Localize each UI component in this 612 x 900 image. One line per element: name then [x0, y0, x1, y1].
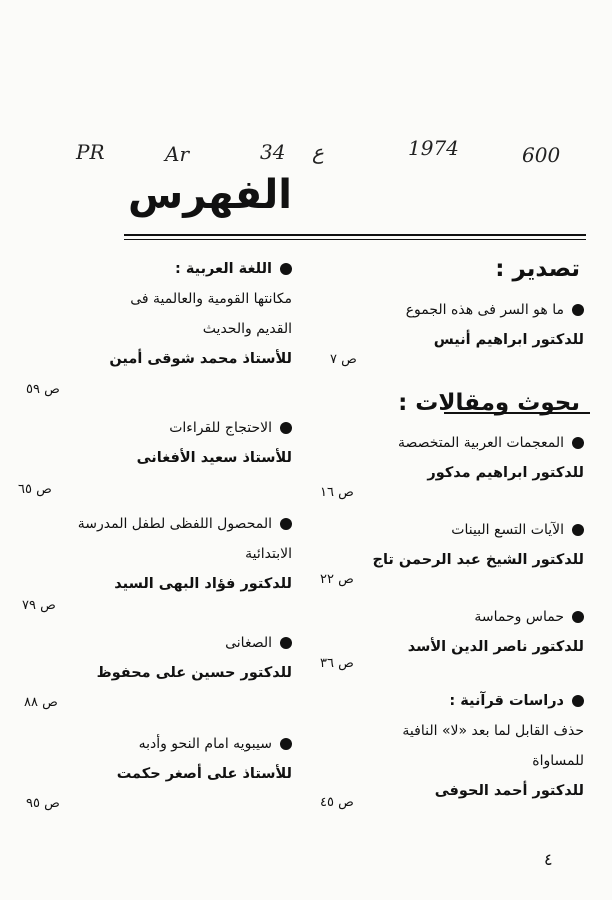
entry-subtitle: للمساواة: [532, 753, 584, 769]
entry-title: حماس وحماسة: [474, 609, 564, 625]
handwritten-mark: PR: [76, 140, 105, 164]
entry-author: للدكتور ناصر الدين الأسد: [407, 639, 584, 655]
bullet-icon: [572, 437, 584, 449]
toc-entry[interactable]: [22, 509, 292, 599]
entry-page: ص ١٦: [320, 485, 354, 500]
entry-page: ص ٨٨: [24, 695, 58, 710]
entry-author: للدكتور أحمد الحوفى: [434, 783, 584, 799]
section-heading-articles: بحوث ومقالات :: [398, 390, 580, 416]
entry-page: ص ٤٥: [320, 795, 354, 810]
entry-title: دراسات قرآنية :: [449, 693, 564, 709]
entry-title: سيبويه امام النحو وأدبه: [138, 736, 272, 752]
section-heading-preface: تصدير :: [495, 256, 580, 282]
entry-page: ص ٧٩: [22, 598, 56, 613]
entry-author: للأستاذ سعيد الأفغانى: [136, 450, 292, 466]
entry-page: ص ٧: [330, 352, 357, 367]
bullet-icon: [280, 518, 292, 530]
bullet-icon: [572, 611, 584, 623]
bullet-icon: [280, 263, 292, 275]
page-number: ٤: [544, 850, 553, 869]
title-rule: [124, 234, 586, 236]
handwritten-mark: ع: [312, 140, 324, 164]
handwritten-mark: 600: [522, 143, 561, 167]
entry-page: ص ٣٦: [320, 656, 354, 671]
bullet-icon: [280, 637, 292, 649]
bullet-icon: [572, 304, 584, 316]
entry-subtitle: مكانتها القومية والعالمية فى: [130, 291, 292, 307]
entry-author: للدكتور ابراهيم أنيس: [433, 332, 584, 348]
title-rule-thin: [124, 239, 586, 240]
entry-page: ص ٦٥: [18, 482, 52, 497]
toc-entry[interactable]: [22, 254, 292, 374]
entry-page: ص ٢٢: [320, 572, 354, 587]
entry-subtitle: الابتدائية: [245, 546, 292, 562]
entry-title: الصغانى: [225, 635, 272, 651]
entry-title: ما هو السر فى هذه الجموع: [405, 302, 564, 318]
entry-author: للدكتور حسين على محفوظ: [96, 665, 292, 681]
entry-title: الاحتجاج للقراءات: [169, 420, 272, 436]
toc-entry[interactable]: [324, 428, 584, 488]
entry-author: للأستاذ على أصغر حكمت: [116, 766, 292, 782]
toc-entry[interactable]: [324, 295, 584, 355]
entry-subtitle: القديم والحديث: [202, 321, 292, 337]
entry-page: ص ٥٩: [26, 382, 60, 397]
toc-entry[interactable]: [314, 515, 584, 575]
entry-page: ص ٩٥: [26, 796, 60, 811]
toc-entry[interactable]: [22, 413, 292, 473]
handwritten-mark: 1974: [408, 136, 459, 160]
toc-entry[interactable]: [324, 602, 584, 662]
bullet-icon: [280, 738, 292, 750]
entry-title: الآيات التسع البينات: [451, 522, 564, 538]
handwritten-mark: 34: [260, 140, 286, 164]
entry-author: للدكتور فؤاد البهى السيد: [114, 576, 292, 592]
entry-title: المعجمات العربية المتخصصة: [397, 435, 564, 451]
toc-entry[interactable]: [314, 686, 584, 806]
entry-author: للأستاذ محمد شوقى أمين: [109, 351, 292, 367]
entry-author: للدكتور ابراهيم مدكور: [427, 465, 584, 481]
page-title: الفهرس: [128, 172, 293, 218]
entry-subtitle: حذف القابل لما بعد «لا» النافية: [402, 723, 584, 739]
bullet-icon: [280, 422, 292, 434]
entry-title: المحصول اللفظى لطفل المدرسة: [77, 516, 272, 532]
bullet-icon: [572, 524, 584, 536]
bullet-icon: [572, 695, 584, 707]
handwritten-mark: Ar: [165, 142, 190, 166]
entry-author: للدكتور الشيخ عبد الرحمن تاج: [372, 552, 584, 568]
entry-title: اللغة العربية :: [175, 261, 272, 277]
toc-entry[interactable]: [22, 729, 292, 789]
toc-entry[interactable]: [22, 628, 292, 688]
